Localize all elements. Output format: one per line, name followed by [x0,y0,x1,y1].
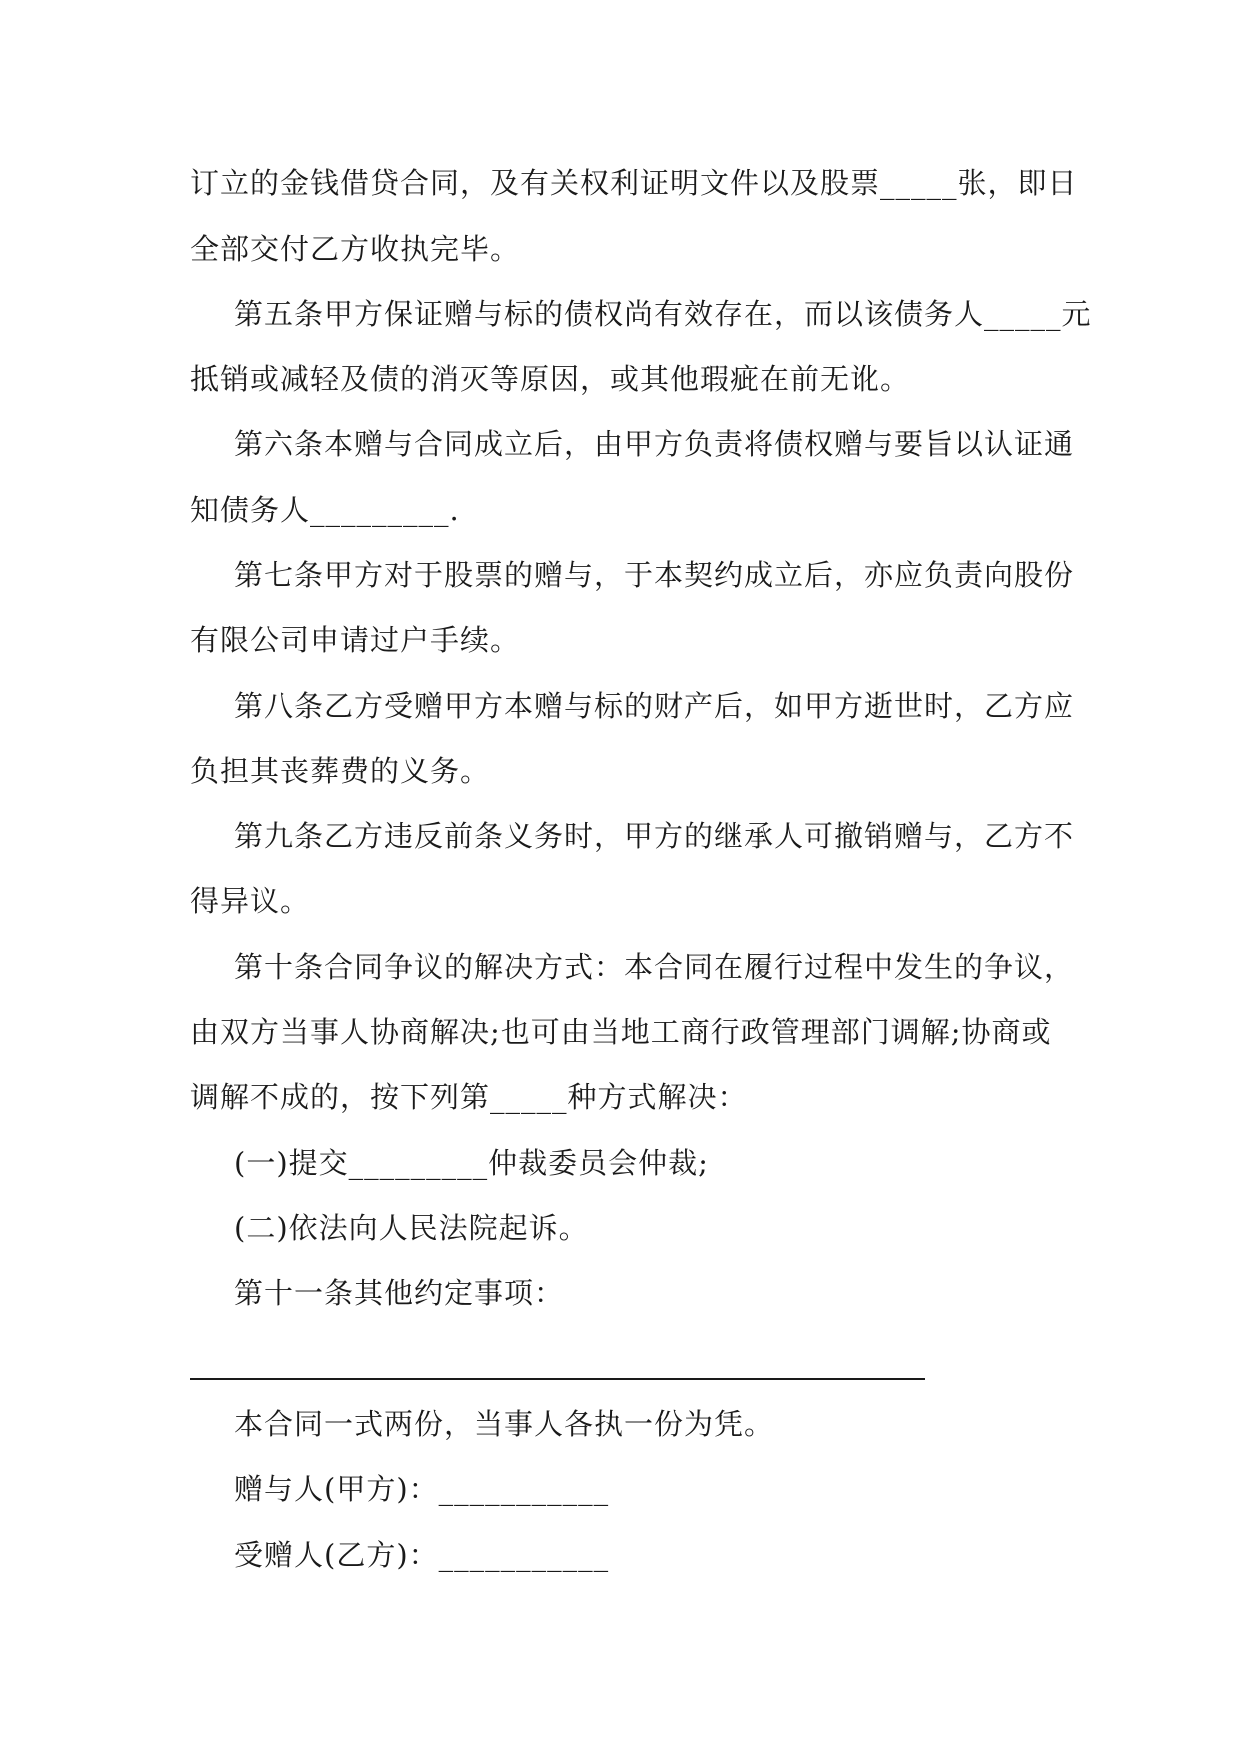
text-line: 全部交付乙方收执完毕。 [190,232,521,266]
donee-signature-line: 受赠人(乙方)：___________ [234,1538,610,1572]
text-line: 有限公司申请过户手续。 [190,623,521,657]
clause-11-line: 第十一条其他约定事项： [234,1276,565,1310]
blank-underline [190,1378,925,1380]
text-line: 知债务人_________. [190,493,460,527]
clause-8-line: 第八条乙方受赠甲方本赠与标的财产后，如甲方逝世时，乙方应 [234,689,1075,723]
copies-line: 本合同一式两份，当事人各执一份为凭。 [234,1407,775,1441]
text-line: 得异议。 [190,884,311,918]
text-line: 调解不成的，按下列第_____种方式解决： [190,1080,748,1114]
text-line: 由双方当事人协商解决;也可由当地工商行政管理部门调解;协商或 [190,1015,1052,1049]
option-2-line: (二)依法向人民法院起诉。 [234,1211,589,1245]
donor-signature-line: 赠与人(甲方)：___________ [234,1472,610,1506]
clause-5-line: 第五条甲方保证赠与标的债权尚有效存在，而以该债务人_____元 [234,297,1092,331]
option-1-line: (一)提交_________仲裁委员会仲裁; [234,1146,709,1180]
clause-7-line: 第七条甲方对于股票的赠与，于本契约成立后，亦应负责向股份 [234,558,1075,592]
text-line: 负担其丧葬费的义务。 [190,754,491,788]
clause-9-line: 第九条乙方违反前条义务时，甲方的继承人可撤销赠与，乙方不 [234,819,1075,853]
clause-6-line: 第六条本赠与合同成立后，由甲方负责将债权赠与要旨以认证通 [234,427,1075,461]
text-line: 抵销或减轻及债的消灭等原因，或其他瑕疵在前无讹。 [190,362,911,396]
clause-10-line: 第十条合同争议的解决方式：本合同在履行过程中发生的争议， [234,950,1075,984]
text-line: 订立的金钱借贷合同，及有关权利证明文件以及股票_____张，即日 [190,166,1078,200]
